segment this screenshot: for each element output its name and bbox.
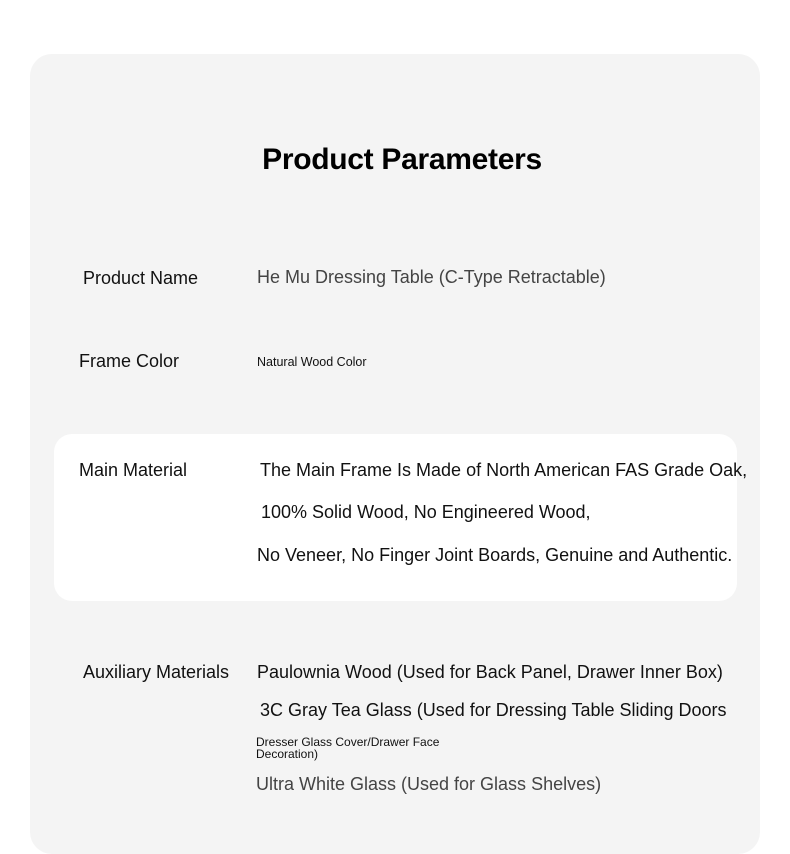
main-material-line-2: 100% Solid Wood, No Engineered Wood,	[261, 502, 591, 522]
auxiliary-materials-line-2: 3C Gray Tea Glass (Used for Dressing Table Sliding Doors	[260, 700, 727, 720]
product-name-label: Product Name	[83, 268, 199, 288]
auxiliary-materials-line-4: Ultra White Glass (Used for Glass Shelves)	[256, 774, 602, 794]
page-title: Product Parameters	[262, 143, 542, 176]
main-material-line-3: No Veneer, No Finger Joint Boards, Genuine and Authentic.	[257, 545, 733, 565]
main-material-label: Main Material	[79, 460, 188, 480]
frame-color-label: Frame Color	[79, 351, 180, 371]
auxiliary-materials-label: Auxiliary Materials	[83, 662, 230, 682]
product-name-value: He Mu Dressing Table (C-Type Retractable)	[257, 267, 606, 287]
auxiliary-materials-line-1: Paulownia Wood (Used for Back Panel, Drawer Inner Box)	[257, 662, 723, 682]
main-material-line-1: The Main Frame Is Made of North American FAS Grade Oak,	[260, 460, 748, 480]
auxiliary-materials-line-3: Dresser Glass Cover/Drawer Face Decoration)	[256, 735, 440, 761]
frame-color-value: Natural Wood Color	[257, 355, 367, 369]
